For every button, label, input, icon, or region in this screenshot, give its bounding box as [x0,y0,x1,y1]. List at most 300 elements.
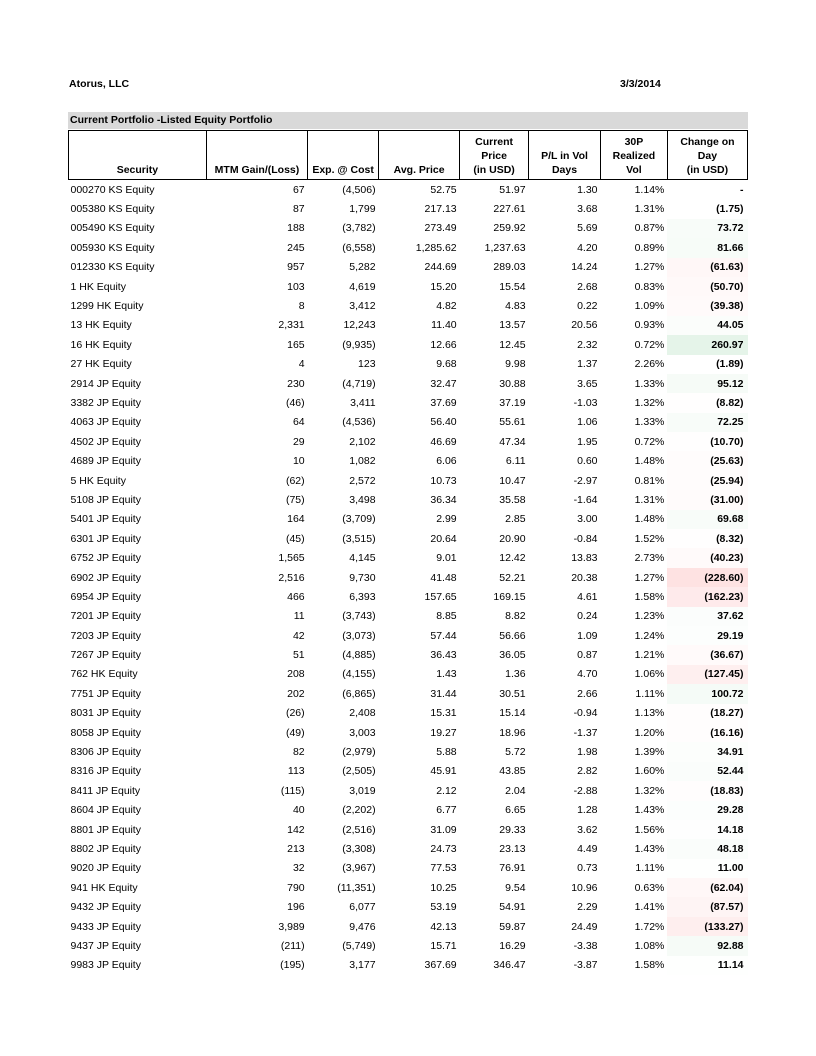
cell-realized-vol: 1.06% [634,668,665,681]
cell-realized-vol: 1.20% [634,726,665,739]
table-row [69,277,748,296]
cell-current-price: 5.72 [505,746,526,759]
cell-security: 7203 JP Equity [70,629,141,642]
cell-pl-in-vol-days: 0.73 [577,862,598,875]
cell-current-price: 6.65 [505,804,526,817]
cell-realized-vol: 0.93% [634,319,665,332]
cell-security: 4063 JP Equity [70,416,141,429]
cell-security: 005380 KS Equity [70,203,155,216]
cell-security: 2914 JP Equity [70,377,141,390]
cell-exposure-at-cost: (4,155) [342,668,376,681]
cell-avg-price: 2.12 [436,784,457,797]
cell-avg-price: 10.25 [430,881,457,894]
table-row [69,801,748,820]
cell-pl-in-vol-days: 20.38 [571,571,598,584]
cell-realized-vol: 1.13% [634,707,665,720]
table-row [69,413,748,432]
table-row [69,762,748,781]
cell-change-on-day: (133.27) [667,917,747,936]
cell-pl-in-vol-days: 0.87 [577,649,598,662]
cell-realized-vol: 1.33% [634,416,665,429]
cell-change-on-day: (1.75) [667,199,747,218]
cell-exposure-at-cost: 6,077 [349,901,376,914]
cell-security: 1299 HK Equity [70,300,144,313]
cell-realized-vol: 1.43% [634,842,665,855]
cell-current-price: 12.42 [499,552,526,565]
cell-current-price: 2.85 [505,513,526,526]
cell-avg-price: 52.75 [430,183,457,196]
cell-change-on-day: 44.05 [667,316,747,335]
cell-security: 27 HK Equity [70,358,132,371]
table-row [69,839,748,858]
cell-realized-vol: 0.89% [634,241,665,254]
cell-security: 8058 JP Equity [70,726,141,739]
cell-realized-vol: 1.32% [634,784,665,797]
table-row [69,742,748,761]
cell-exposure-at-cost: (2,979) [342,746,376,759]
company-name: Atorus, LLC [69,78,130,90]
cell-security: 6752 JP Equity [70,552,141,565]
cell-exposure-at-cost: (2,505) [342,765,376,778]
cell-avg-price: 41.48 [430,571,457,584]
table-row [69,684,748,703]
cell-mtm-gain-loss: 230 [287,377,305,390]
cell-exposure-at-cost: 4,619 [349,280,376,293]
cell-change-on-day: (87.57) [667,897,747,916]
cell-current-price: 4.83 [505,300,526,313]
cell-mtm-gain-loss: 790 [287,881,305,894]
cell-pl-in-vol-days: 1.95 [577,435,598,448]
cell-current-price: 36.05 [499,649,526,662]
cell-security: 6301 JP Equity [70,532,141,545]
cell-realized-vol: 0.63% [634,881,665,894]
cell-exposure-at-cost: 9,730 [349,571,376,584]
cell-exposure-at-cost: 4,145 [349,552,376,565]
cell-change-on-day: (16.16) [667,723,747,742]
cell-realized-vol: 1.60% [634,765,665,778]
col-avg-price: Avg. Price [379,131,460,180]
cell-realized-vol: 1.27% [634,571,665,584]
cell-change-on-day: 73.72 [667,219,747,238]
cell-pl-in-vol-days: 3.00 [577,513,598,526]
cell-realized-vol: 0.83% [634,280,665,293]
cell-current-price: 35.58 [499,493,526,506]
cell-change-on-day: (127.45) [667,665,747,684]
cell-exposure-at-cost: 1,082 [349,455,376,468]
cell-realized-vol: 0.87% [634,222,665,235]
cell-exposure-at-cost: (2,202) [342,804,376,817]
table-row [69,451,748,470]
cell-mtm-gain-loss: 213 [287,842,305,855]
cell-realized-vol: 1.31% [634,203,665,216]
cell-current-price: 29.33 [499,823,526,836]
cell-change-on-day: (31.00) [667,490,747,509]
cell-security: 7267 JP Equity [70,649,141,662]
cell-security: 8031 JP Equity [70,707,141,720]
cell-avg-price: 244.69 [424,261,457,274]
cell-exposure-at-cost: (3,709) [342,513,376,526]
cell-security: 5108 JP Equity [70,493,141,506]
cell-avg-price: 36.43 [430,649,457,662]
col-security: Security [69,131,207,180]
cell-change-on-day: 92.88 [667,936,747,955]
cell-change-on-day: 81.66 [667,238,747,257]
cell-avg-price: 8.85 [436,610,457,623]
cell-current-price: 76.91 [499,862,526,875]
cell-change-on-day: (18.27) [667,704,747,723]
cell-avg-price: 9.01 [436,552,457,565]
cell-pl-in-vol-days: -1.37 [573,726,598,739]
cell-avg-price: 77.53 [430,862,457,875]
cell-change-on-day: 11.14 [667,956,747,975]
cell-pl-in-vol-days: -0.94 [573,707,598,720]
cell-current-price: 54.91 [499,901,526,914]
cell-avg-price: 1,285.62 [415,241,457,254]
cell-current-price: 37.19 [499,396,526,409]
table-row [69,723,748,742]
header-row [69,131,748,180]
cell-pl-in-vol-days: -2.97 [573,474,598,487]
cell-security: 005930 KS Equity [70,241,155,254]
cell-change-on-day: - [667,180,747,200]
cell-avg-price: 273.49 [424,222,457,235]
cell-exposure-at-cost: 3,411 [350,396,376,409]
cell-avg-price: 2.99 [436,513,457,526]
cell-mtm-gain-loss: 4 [298,358,305,371]
cell-pl-in-vol-days: 0.22 [577,300,598,313]
cell-exposure-at-cost: (3,782) [342,222,376,235]
cell-mtm-gain-loss: 40 [292,804,305,817]
cell-realized-vol: 0.72% [634,338,665,351]
cell-pl-in-vol-days: 1.06 [577,416,598,429]
cell-pl-in-vol-days: -1.03 [573,396,598,409]
table-row [69,820,748,839]
cell-mtm-gain-loss: 8 [298,300,305,313]
cell-realized-vol: 1.21% [634,649,665,662]
table-row [69,355,748,374]
cell-security: 005490 KS Equity [70,222,155,235]
cell-pl-in-vol-days: 1.28 [577,804,598,817]
cell-pl-in-vol-days: 2.32 [577,338,598,351]
cell-exposure-at-cost: (3,967) [342,862,376,875]
cell-current-price: 2.04 [505,784,526,797]
cell-security: 9020 JP Equity [70,862,141,875]
cell-exposure-at-cost: 3,412 [349,300,376,313]
cell-current-price: 43.85 [499,765,526,778]
cell-current-price: 16.29 [499,939,526,952]
table-row [69,878,748,897]
cell-realized-vol: 2.26% [634,358,665,371]
table-row [69,626,748,645]
cell-pl-in-vol-days: 24.49 [571,920,598,933]
cell-security: 6902 JP Equity [70,571,141,584]
cell-change-on-day: (8.82) [667,393,747,412]
report-date: 3/3/2014 [620,78,661,90]
cell-pl-in-vol-days: 5.69 [577,222,598,235]
cell-change-on-day: 260.97 [667,335,747,354]
cell-mtm-gain-loss: 957 [287,261,305,274]
cell-change-on-day: (36.67) [667,645,747,664]
cell-exposure-at-cost: (2,516) [342,823,376,836]
col-exposure-at-cost: Exp. @ Cost [308,131,379,180]
cell-realized-vol: 1.52% [634,532,665,545]
cell-change-on-day: (25.63) [667,451,747,470]
cell-mtm-gain-loss: 82 [292,746,305,759]
table-row [69,568,748,587]
cell-security: 4502 JP Equity [70,435,141,448]
cell-security: 9437 JP Equity [70,939,141,952]
cell-exposure-at-cost: 2,572 [349,474,376,487]
cell-exposure-at-cost: (3,743) [342,610,376,623]
cell-pl-in-vol-days: -1.64 [573,493,598,506]
cell-avg-price: 31.44 [430,687,457,700]
cell-current-price: 10.47 [499,474,526,487]
cell-realized-vol: 1.32% [634,396,665,409]
col-change-on-day: Change on Day (in USD) [667,131,747,180]
col-pl-in-vol-days: P/L in Vol Days [529,131,601,180]
cell-pl-in-vol-days: 3.68 [577,203,598,216]
cell-change-on-day: 48.18 [667,839,747,858]
cell-exposure-at-cost: (5,749) [342,939,376,952]
cell-mtm-gain-loss: 103 [287,280,305,293]
cell-exposure-at-cost: (9,935) [342,338,376,351]
table-row [69,529,748,548]
cell-current-price: 47.34 [499,435,526,448]
table-row [69,432,748,451]
cell-exposure-at-cost: (4,536) [342,416,376,429]
cell-pl-in-vol-days: 4.20 [577,241,598,254]
table-row [69,238,748,257]
cell-mtm-gain-loss: 208 [287,668,305,681]
cell-change-on-day: (162.23) [667,587,747,606]
cell-realized-vol: 1.31% [634,493,665,506]
cell-avg-price: 36.34 [430,493,457,506]
section-title: Current Portfolio -Listed Equity Portfolio [68,112,748,129]
cell-realized-vol: 1.43% [634,804,665,817]
cell-pl-in-vol-days: 1.37 [577,358,598,371]
cell-change-on-day: (61.63) [667,258,747,277]
cell-exposure-at-cost: (3,515) [342,532,376,545]
cell-security: 941 HK Equity [70,881,138,894]
cell-exposure-at-cost: (4,885) [342,649,376,662]
cell-avg-price: 6.77 [436,804,457,817]
cell-exposure-at-cost: (6,558) [342,241,376,254]
cell-change-on-day: (62.04) [667,878,747,897]
cell-exposure-at-cost: 9,476 [349,920,376,933]
cell-mtm-gain-loss: 64 [292,416,305,429]
table-row [69,587,748,606]
cell-current-price: 13.57 [499,319,526,332]
cell-realized-vol: 1.56% [634,823,665,836]
col-mtm-gain-loss: MTM Gain/(Loss) [206,131,307,180]
cell-realized-vol: 1.48% [634,455,665,468]
cell-pl-in-vol-days: 2.29 [577,901,598,914]
cell-mtm-gain-loss: (75) [285,493,305,506]
cell-avg-price: 1.43 [436,668,457,681]
cell-avg-price: 24.73 [430,842,457,855]
table-row [69,199,748,218]
table-row [69,258,748,277]
cell-change-on-day: (18.83) [667,781,747,800]
cell-current-price: 289.03 [493,261,526,274]
cell-exposure-at-cost: 3,177 [349,959,376,972]
cell-exposure-at-cost: (11,351) [337,881,376,894]
portfolio-table [68,130,748,975]
cell-current-price: 59.87 [499,920,526,933]
cell-security: 8801 JP Equity [70,823,141,836]
table-row [69,665,748,684]
cell-pl-in-vol-days: 2.82 [577,765,598,778]
cell-change-on-day: (25.94) [667,471,747,490]
cell-avg-price: 157.65 [424,590,457,603]
cell-change-on-day: 69.68 [667,510,747,529]
cell-avg-price: 31.09 [430,823,457,836]
cell-avg-price: 217.13 [424,203,457,216]
cell-pl-in-vol-days: -2.88 [573,784,598,797]
cell-current-price: 1,237.63 [484,241,526,254]
cell-exposure-at-cost: 1,799 [349,203,376,216]
table-row [69,859,748,878]
table-row [69,180,748,200]
table-row [69,781,748,800]
cell-exposure-at-cost: 12,243 [343,319,376,332]
cell-mtm-gain-loss: 188 [287,222,305,235]
cell-avg-price: 57.44 [430,629,457,642]
cell-mtm-gain-loss: 2,516 [278,571,305,584]
cell-realized-vol: 0.81% [634,474,665,487]
cell-mtm-gain-loss: 1,565 [278,552,305,565]
cell-mtm-gain-loss: 42 [292,629,305,642]
cell-mtm-gain-loss: 29 [292,435,305,448]
cell-change-on-day: 37.62 [667,607,747,626]
cell-mtm-gain-loss: (62) [285,474,305,487]
table-row [69,393,748,412]
cell-security: 9432 JP Equity [70,901,141,914]
cell-exposure-at-cost: 2,102 [349,435,376,448]
cell-mtm-gain-loss: (211) [280,939,305,952]
cell-avg-price: 42.13 [430,920,457,933]
cell-avg-price: 4.82 [436,300,457,313]
cell-avg-price: 15.31 [430,707,457,720]
table-row [69,510,748,529]
cell-pl-in-vol-days: 0.24 [577,610,598,623]
cell-mtm-gain-loss: 196 [287,901,305,914]
table-row [69,490,748,509]
cell-security: 8411 JP Equity [70,784,141,797]
cell-avg-price: 56.40 [430,416,457,429]
col-30p-realized-vol: 30P Realized Vol [601,131,668,180]
cell-exposure-at-cost: (3,308) [342,842,376,855]
cell-mtm-gain-loss: 51 [292,649,305,662]
cell-realized-vol: 1.41% [634,901,665,914]
cell-change-on-day: (50.70) [667,277,747,296]
cell-avg-price: 15.71 [430,939,457,952]
cell-change-on-day: (1.89) [667,355,747,374]
cell-realized-vol: 0.72% [634,435,665,448]
cell-mtm-gain-loss: (49) [285,726,305,739]
cell-current-price: 1.36 [505,668,526,681]
cell-exposure-at-cost: (4,719) [342,377,376,390]
cell-change-on-day: (10.70) [667,432,747,451]
cell-realized-vol: 1.39% [634,746,665,759]
table-row [69,296,748,315]
cell-mtm-gain-loss: 87 [292,203,305,216]
cell-realized-vol: 1.58% [634,590,665,603]
cell-security: 8306 JP Equity [70,746,141,759]
cell-current-price: 169.15 [493,590,526,603]
cell-current-price: 30.51 [499,687,526,700]
cell-mtm-gain-loss: (26) [285,707,305,720]
cell-mtm-gain-loss: 2,331 [278,319,305,332]
cell-security: 3382 JP Equity [70,396,141,409]
cell-pl-in-vol-days: 10.96 [571,881,598,894]
cell-security: 6954 JP Equity [70,590,141,603]
cell-avg-price: 12.66 [430,338,457,351]
cell-change-on-day: (228.60) [667,568,747,587]
cell-security: 9433 JP Equity [70,920,141,933]
cell-realized-vol: 1.11% [635,862,665,875]
cell-avg-price: 6.06 [436,455,457,468]
cell-realized-vol: 1.24% [634,629,665,642]
cell-realized-vol: 1.23% [634,610,665,623]
cell-change-on-day: 72.25 [667,413,747,432]
cell-security: 5 HK Equity [70,474,126,487]
cell-mtm-gain-loss: 3,989 [278,920,305,933]
cell-mtm-gain-loss: (45) [285,532,305,545]
cell-security: 762 HK Equity [70,668,138,681]
cell-pl-in-vol-days: 3.62 [577,823,598,836]
cell-avg-price: 20.64 [430,532,457,545]
cell-mtm-gain-loss: 32 [292,862,305,875]
cell-pl-in-vol-days: 3.65 [577,377,598,390]
cell-mtm-gain-loss: 245 [287,241,305,254]
cell-security: 000270 KS Equity [70,183,155,196]
cell-exposure-at-cost: 3,003 [349,726,376,739]
cell-exposure-at-cost: 2,408 [349,707,376,720]
cell-pl-in-vol-days: -0.84 [573,532,598,545]
table-row [69,335,748,354]
cell-security: 8316 JP Equity [70,765,141,778]
cell-change-on-day: 100.72 [667,684,747,703]
cell-security: 13 HK Equity [70,319,132,332]
cell-pl-in-vol-days: 20.56 [571,319,598,332]
cell-security: 8802 JP Equity [70,842,141,855]
cell-avg-price: 46.69 [430,435,457,448]
cell-pl-in-vol-days: -3.38 [573,939,598,952]
cell-mtm-gain-loss: 164 [287,513,305,526]
cell-current-price: 9.98 [505,358,526,371]
cell-current-price: 51.97 [499,183,526,196]
table-row [69,548,748,567]
table-row [69,607,748,626]
cell-current-price: 227.61 [493,203,526,216]
table-row [69,704,748,723]
cell-change-on-day: 95.12 [667,374,747,393]
cell-pl-in-vol-days: 2.66 [577,687,598,700]
cell-security: 7751 JP Equity [70,687,141,700]
cell-avg-price: 367.69 [424,959,457,972]
cell-change-on-day: 29.19 [667,626,747,645]
cell-realized-vol: 1.58% [634,959,665,972]
cell-mtm-gain-loss: 113 [287,765,305,778]
cell-current-price: 259.92 [493,222,526,235]
cell-avg-price: 45.91 [430,765,457,778]
cell-realized-vol: 2.73% [634,552,665,565]
cell-realized-vol: 1.72% [634,920,665,933]
cell-exposure-at-cost: (6,865) [342,687,376,700]
cell-avg-price: 9.68 [436,358,457,371]
cell-realized-vol: 1.14% [634,183,665,196]
